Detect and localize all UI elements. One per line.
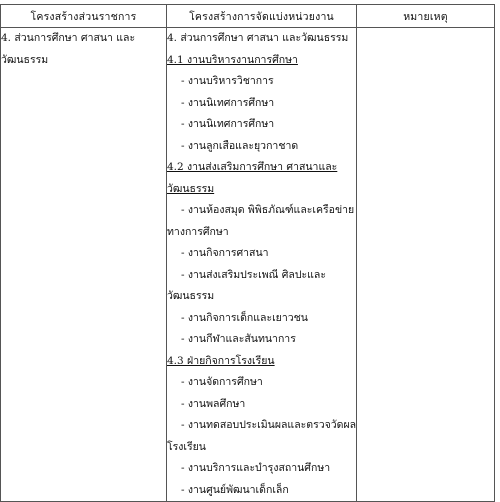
- unit-item: - งานบริการและบำรุงสถานศึกษา: [181, 462, 331, 474]
- unit-item: - งานลูกเสือและยุวกาชาด: [181, 139, 299, 152]
- unit-item: - งานทดสอบประเมินผลและตรวจวัดผล: [181, 419, 356, 431]
- section-heading: 4.1 งานบริหารงานการศึกษา: [167, 53, 298, 66]
- unit-item: - งานนิเทศการศึกษา: [181, 96, 275, 109]
- unit-item: - งานกิจการศาสนา: [181, 247, 269, 259]
- unit-item: - งานพลศึกษา: [181, 397, 246, 410]
- unit-item-continuation: ทางการศึกษา: [167, 225, 229, 238]
- remarks-cell: [357, 28, 495, 502]
- agency-structure-cell: [1, 28, 167, 502]
- agency-line: 4. ส่วนการศึกษา ศาสนา และ: [1, 32, 136, 44]
- unit-division-cell: [167, 28, 357, 502]
- section-heading: วัฒนธรรม: [167, 182, 215, 195]
- unit-item: - งานกีฬาและสันทนาการ: [181, 333, 296, 345]
- agency-structure-lines: [1, 28, 166, 71]
- unit-item: - งานนิเทศการศึกษา: [181, 118, 275, 130]
- content-row: [1, 28, 495, 502]
- unit-item-continuation: โรงเรียน: [167, 440, 206, 453]
- org-structure-table: [0, 4, 495, 502]
- header-row: [1, 5, 495, 28]
- unit-item: - งานจัดการศึกษา: [181, 376, 263, 388]
- header-unit-division: โครงสร้างการจัดแบ่งหน่วยงาน: [167, 5, 357, 28]
- unit-item-continuation: วัฒนธรรม: [167, 290, 215, 302]
- unit-division-lines: [167, 28, 356, 501]
- unit-item: - งานกิจการเด็กและเยาวชน: [181, 311, 308, 324]
- unit-item: - งานบริหารวิชาการ: [181, 75, 274, 87]
- section-heading: 4.2 งานส่งเสริมการศึกษา ศาสนาและ: [167, 161, 338, 173]
- header-remarks: หมายเหตุ: [357, 5, 495, 28]
- unit-item: - งานห้องสมุด พิพิธภัณฑ์และเครือข่าย: [181, 204, 355, 216]
- section-heading: 4.3 ฝ่ายกิจการโรงเรียน: [167, 354, 275, 367]
- header-agency-structure: โครงสร้างส่วนราชการ: [1, 5, 167, 28]
- unit-item: - งานส่งเสริมประเพณี ศิลปะและ: [181, 268, 326, 281]
- agency-line: วัฒนธรรม: [1, 53, 49, 66]
- unit-item: - งานศูนย์พัฒนาเด็กเล็ก: [181, 483, 289, 496]
- division-heading: 4. ส่วนการศึกษา ศาสนา และวัฒนธรรม: [167, 32, 349, 44]
